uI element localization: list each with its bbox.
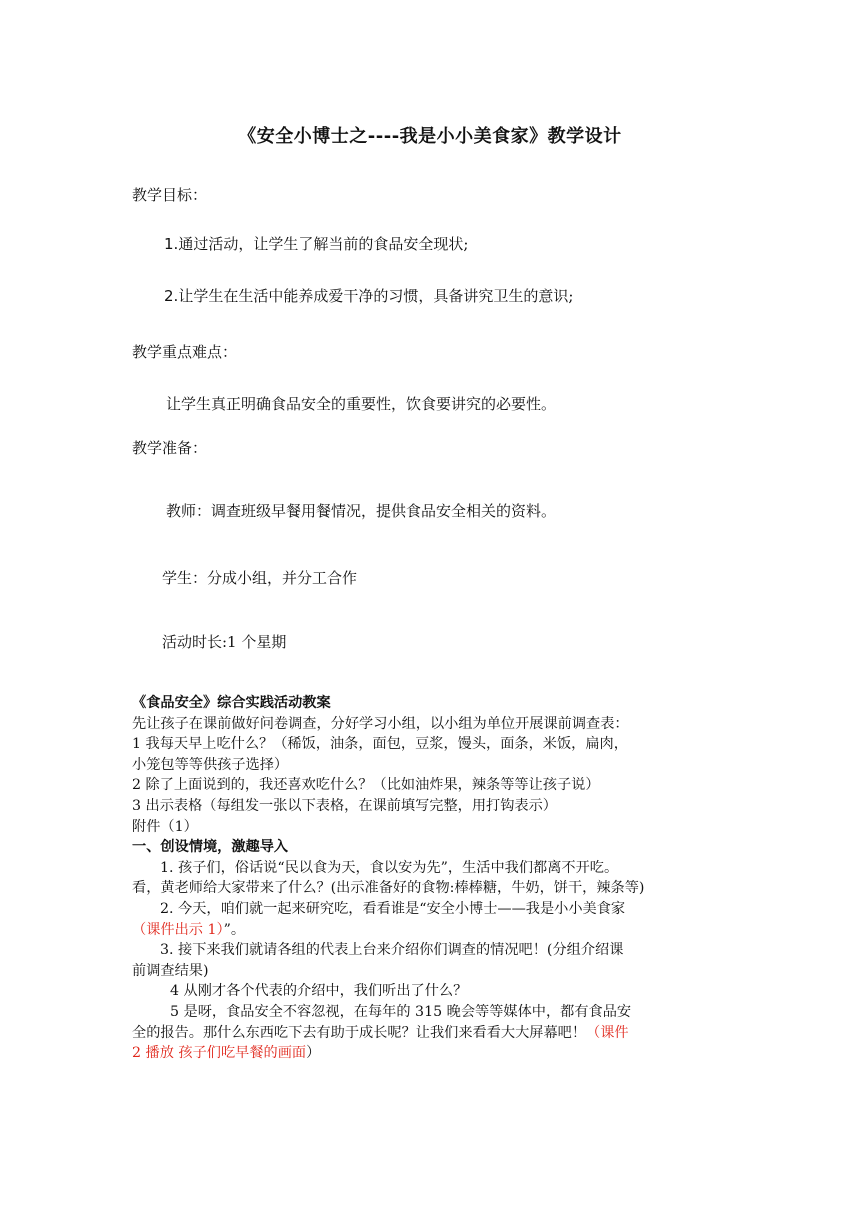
courseware-note-1: （课件出示 1） [132, 921, 224, 938]
key-points-text: 让学生真正明确食品安全的重要性，饮食要讲究的必要性。 [166, 395, 557, 413]
step-1-line-1: 1. 孩子们，俗话说“民以食为天，食以安为先”，生活中我们都离不开吃。 [160, 859, 619, 876]
question-1-line-2: 小笼包等等供孩子选择） [132, 756, 289, 773]
goal-2-number: 2. [164, 287, 179, 305]
step-4: 4 从刚才各个代表的介绍中，我们听出了什么？ [170, 983, 468, 1000]
step-2-tail: ”。 [223, 921, 246, 938]
attachment-label: 附件（1） [132, 818, 198, 835]
step-2-line-2 [132, 920, 738, 941]
step-5-tail: ） [306, 1045, 321, 1062]
document-title: 《安全小博士之----我是小小美食家》教学设计 [238, 126, 622, 147]
step-5-line-2 [132, 1023, 738, 1044]
goal-1-number: 1. [164, 235, 179, 253]
plan-heading: 《食品安全》综合实践活动教案 [132, 695, 331, 711]
part-1-heading: 一、创设情境，激趣导入 [132, 839, 289, 856]
step-5-line-1: 5 是呀，食品安全不容忽视，在每年的 315 晚会等等媒体中，都有食品安 [170, 1003, 632, 1020]
lesson-plan [132, 693, 738, 1064]
key-points-heading: 教学重点难点： [132, 343, 238, 361]
step-1-line-2: 看，黄老师给大家带来了什么？(出示准备好的食物:棒棒糖，牛奶，饼干，辣条等) [132, 880, 645, 897]
goal-1 [164, 233, 468, 254]
preparation-teacher: 教师：调查班级早餐用餐情况，提供食品安全相关的资料。 [166, 502, 557, 520]
step-5-text: 全的报告。那什么东西吃下去有助于成长呢？让我们来看看大大屏幕吧！ [132, 1024, 587, 1041]
preparation-student: 学生：分成小组，并分工合作 [162, 569, 358, 587]
plan-intro: 先让孩子在课前做好问卷调查，分好学习小组，以小组为单位开展课前调查表： [132, 715, 629, 732]
step-2-line-1: 2. 今天，咱们就一起来研究吃，看看谁是“安全小博士——我是小小美食家 [160, 900, 626, 917]
question-1-line-1: 1 我每天早上吃什么？（稀饭，油条，面包，豆浆，馒头，面条，米饭，扁肉， [132, 736, 628, 753]
step-3-line-2: 前调查结果) [132, 962, 209, 979]
goal-2 [164, 285, 573, 306]
goal-2-text: 让学生在生活中能养成爱干净的习惯，具备讲究卫生的意识; [178, 287, 574, 305]
step-5-line-3 [132, 1043, 738, 1064]
preparation-heading: 教学准备： [132, 439, 208, 457]
activity-duration: 活动时长:1 个星期 [162, 633, 287, 651]
courseware-note-2b: 2 播放 孩子们吃早餐的画面 [132, 1045, 307, 1062]
goals-heading: 教学目标： [132, 186, 208, 204]
courseware-note-2a: （课件 [586, 1024, 629, 1041]
question-2: 2 除了上面说到的，我还喜欢吃什么？（比如油炸果，辣条等等让孩子说） [132, 777, 600, 794]
goal-1-text: 通过活动，让学生了解当前的食品安全现状; [178, 235, 469, 253]
question-3: 3 出示表格（每组发一张以下表格，在课前填写完整，用打钩表示） [132, 797, 557, 814]
step-3-line-1: 3. 接下来我们就请各组的代表上台来介绍你们调查的情况吧！(分组介绍课 [160, 942, 624, 959]
